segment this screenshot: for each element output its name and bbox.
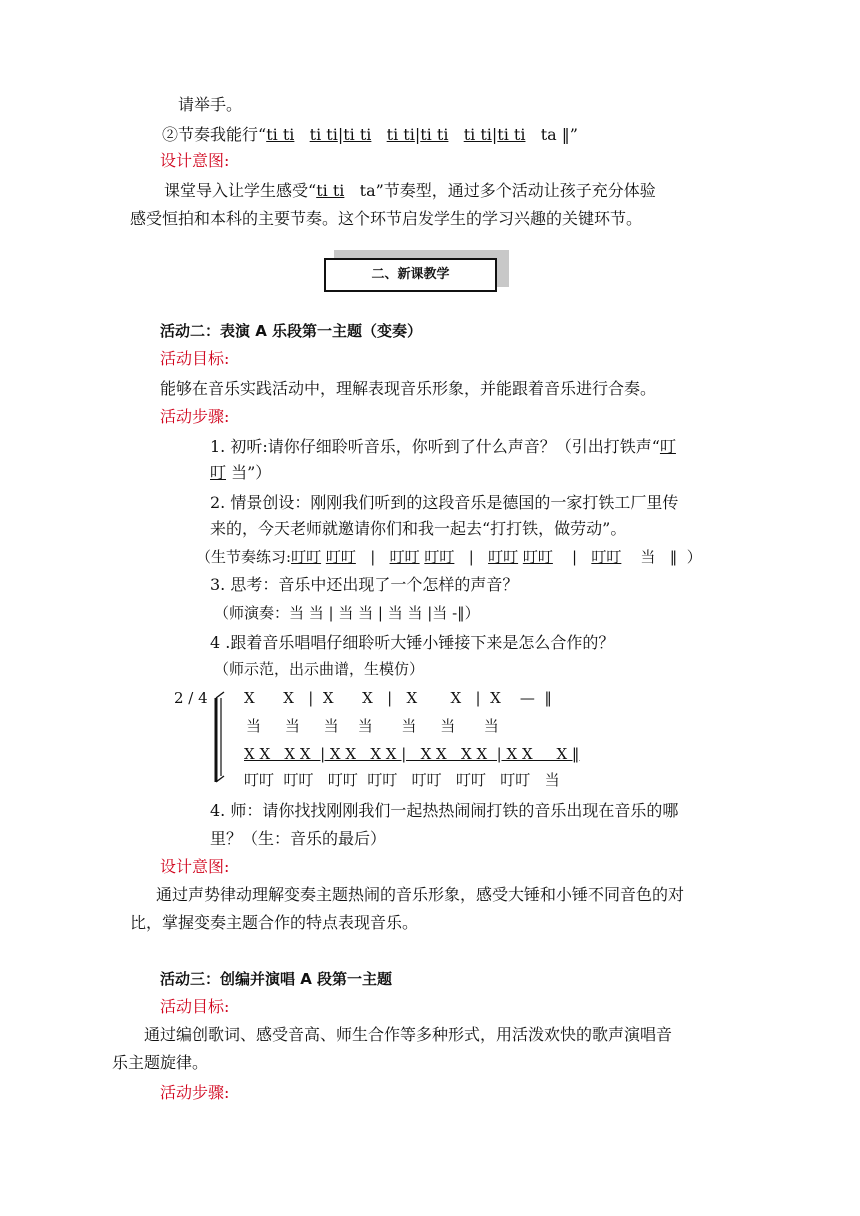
step2-line2: 来的，今天老师就邀请你们和我一起去“打打铁，做劳动”。 bbox=[210, 519, 627, 538]
step2-rhythm-practice: （生节奏练习:叮叮 叮叮 | 叮叮 叮叮 | 叮叮 叮叮 | 叮叮 当 ‖ ） bbox=[196, 548, 702, 566]
activity2-goal-text: 能够在音乐实践活动中，理解表现音乐形象，并能跟着音乐进行合奏。 bbox=[160, 379, 657, 398]
activity3-steps-label: 活动步骤: bbox=[160, 1083, 230, 1102]
activity3-goal-line2: 乐主题旋律。 bbox=[112, 1053, 209, 1072]
section-banner: 二、新课教学 bbox=[324, 258, 497, 292]
activity3-goal-label: 活动目标: bbox=[160, 997, 230, 1016]
rhythm-line: ②节奏我能行“ti ti ti ti|ti ti ti ti|ti ti ti ti|ti ti ta ‖” bbox=[162, 125, 578, 144]
rhythm-ta: ta ‖” bbox=[540, 125, 578, 144]
rhythm-segment: ti ti bbox=[420, 125, 449, 144]
step1-line2: 叮 当”） bbox=[210, 463, 272, 482]
rhythm-prefix: ②节奏我能行“ bbox=[162, 125, 267, 144]
rhythm-segment: ti ti bbox=[497, 125, 526, 144]
intro-line1: 请举手。 bbox=[178, 95, 243, 114]
activity2-design-label: 设计意图: bbox=[160, 857, 230, 876]
time-signature: 2 / 4 bbox=[174, 689, 208, 707]
score-row-hammer: X X | X X | X X | X — ‖ bbox=[244, 689, 552, 707]
step2-line1: 2. 情景创设：刚刚我们听到的这段音乐是德国的一家打铁工厂里传 bbox=[210, 493, 679, 512]
step4-line1: 4 .跟着音乐唱唱仔细聆听大锤小锤接下来是怎么合作的？ bbox=[210, 633, 615, 652]
rhythm-segment: ti ti bbox=[463, 125, 492, 144]
activity2-title: 活动二：表演 A 乐段第一主题（变奏） bbox=[160, 322, 423, 340]
activity2-steps-label: 活动步骤: bbox=[160, 407, 230, 426]
step4-line2: （师示范，出示曲谱，生模仿） bbox=[214, 660, 425, 678]
design-intent-line1: 课堂导入让学生感受“ti ti ta”节奏型，通过多个活动让孩子充分体验 bbox=[164, 181, 656, 200]
score-row-small-hammer-lyrics: 叮叮 叮叮 叮叮 叮叮 叮叮 叮叮 叮叮 当 bbox=[244, 771, 560, 789]
activity2-goal-label: 活动目标: bbox=[160, 349, 230, 368]
step5-line2: 里？（生：音乐的最后） bbox=[210, 829, 387, 848]
activity3-title: 活动三：创编并演唱 A 段第一主题 bbox=[160, 970, 393, 988]
activity2-design-line2: 比，掌握变奏主题合作的特点表现音乐。 bbox=[130, 913, 419, 932]
step1-line1: 1. 初听:请你仔细聆听音乐，你听到了什么声音？（引出打铁声“叮 bbox=[210, 437, 676, 456]
rhythm-segment: ti ti bbox=[343, 125, 372, 144]
rhythm-segment: ti ti bbox=[309, 125, 338, 144]
score-row-small-hammer: X X X X | X X X X | X X X X | X X X ‖ bbox=[244, 745, 580, 763]
activity2-design-line1: 通过声势律动理解变奏主题热闹的音乐形象，感受大锤和小锤不同音色的对 bbox=[156, 885, 685, 904]
design-intent-line2: 感受恒拍和本科的主要节奏。这个环节启发学生的学习兴趣的关键环节。 bbox=[130, 209, 643, 228]
design-intent-label: 设计意图: bbox=[160, 151, 230, 170]
score-brace bbox=[212, 690, 226, 784]
step5-line1: 4. 师：请你找找刚刚我们一起热热闹闹打铁的音乐出现在音乐的哪 bbox=[210, 801, 679, 820]
step3-line1: 3. 思考：音乐中还出现了一个怎样的声音？ bbox=[210, 575, 519, 594]
rhythm-segment: ti ti bbox=[386, 125, 415, 144]
rhythm-segment: ti ti bbox=[266, 125, 295, 144]
step3-line2: （师演奏：当 当 | 当 当 | 当 当 |当 -‖） bbox=[214, 604, 480, 622]
score-row-hammer-lyrics: 当 当 当 当 当 当 当 bbox=[246, 717, 499, 735]
activity3-goal-line1: 通过编创歌词、感受音高、师生合作等多种形式，用活泼欢快的歌声演唱音 bbox=[144, 1025, 673, 1044]
